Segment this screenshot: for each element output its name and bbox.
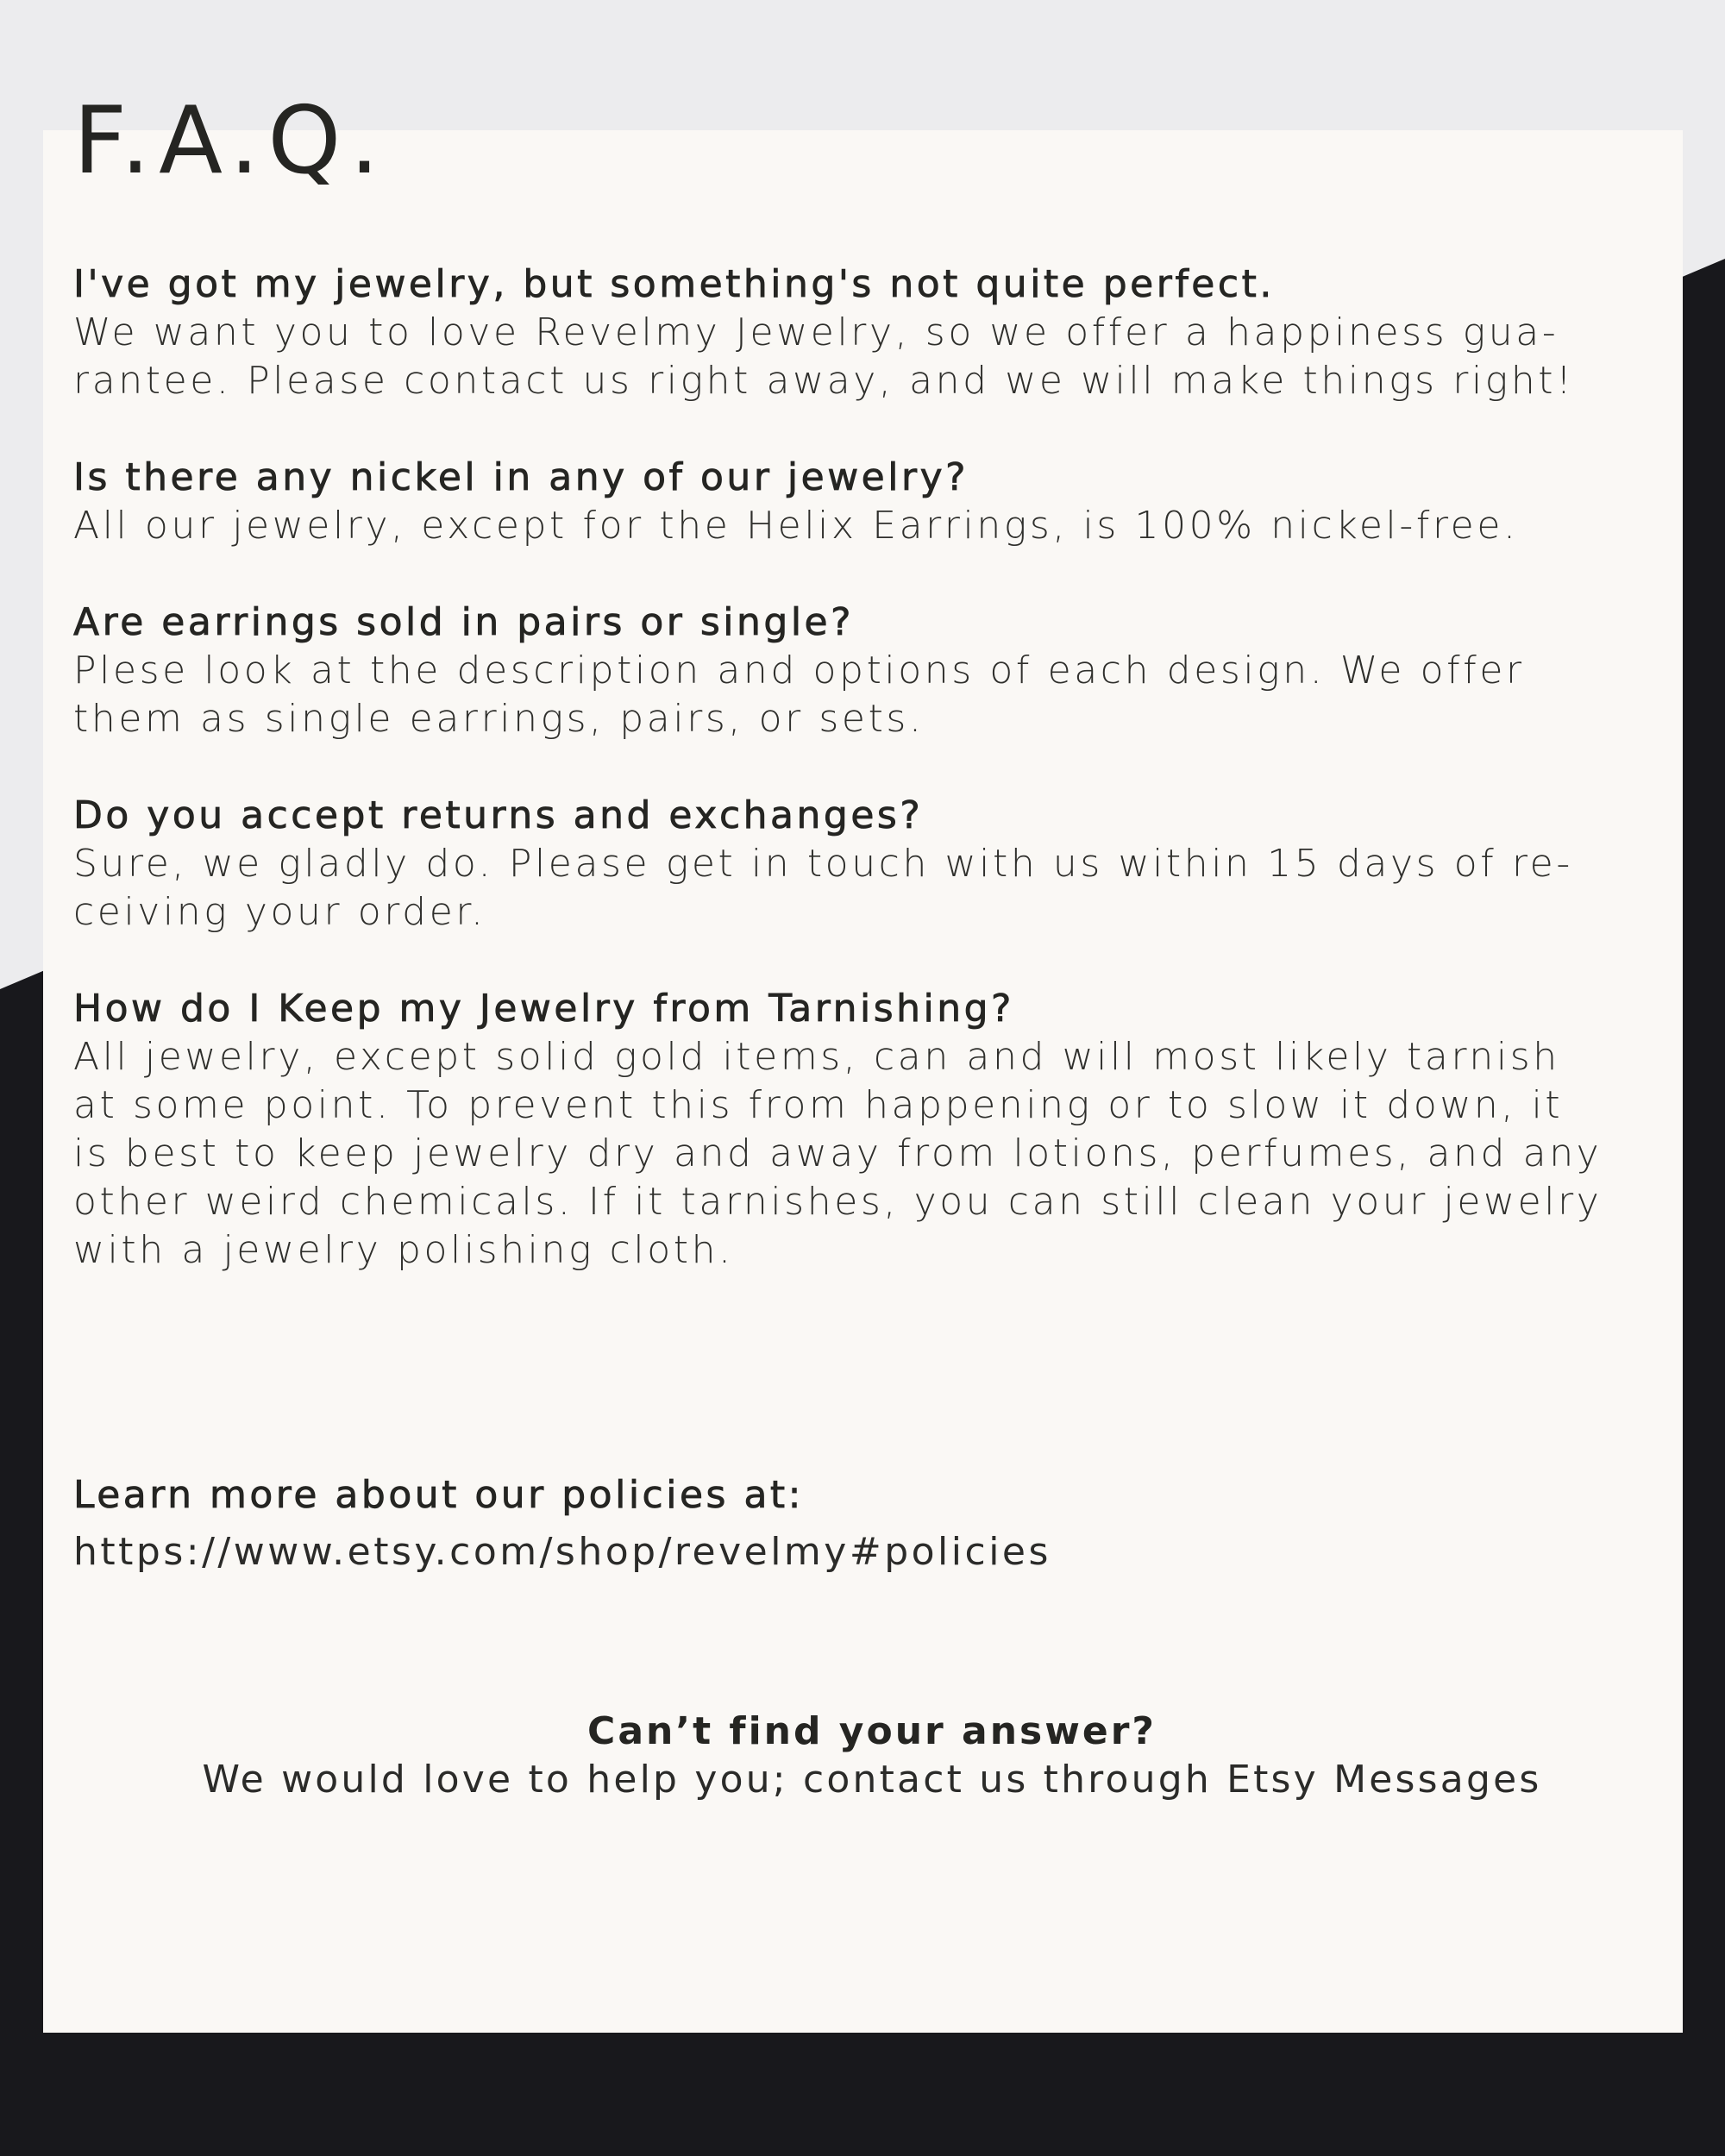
- faq-question: Are earrings sold in pairs or single?: [73, 600, 854, 644]
- faq-item: [73, 599, 1626, 743]
- faq-answer-line: with a jewelry polishing cloth.: [73, 1228, 734, 1272]
- faq-answer-line: ceiving your order.: [73, 890, 486, 934]
- policies-label: Learn more about our policies at:: [73, 1473, 804, 1517]
- faq-answer-line: other weird chemicals. If it tarnishes, you can still clean your jewelry: [73, 1180, 1603, 1224]
- faq-answer-line: rantee. Please contact us right away, and we will make things right!: [73, 359, 1575, 403]
- faq-question: I've got my jewelry, but something's not quite perfect.: [73, 262, 1275, 306]
- faq-answer-line: them as single earrings, pairs, or sets.: [73, 697, 925, 741]
- faq-item: [73, 260, 1626, 405]
- faq-list: [73, 259, 1626, 1323]
- faq-question: Is there any nickel in any of our jewelry?: [73, 455, 969, 499]
- faq-answer-line: All our jewelry, except for the Helix Earrings, is 100% nickel-free.: [73, 504, 1519, 548]
- faq-item: [73, 792, 1626, 937]
- faq-answer-line: is best to keep jewelry dry and away from lotions, perfumes, and any: [73, 1131, 1603, 1175]
- policies-section: [73, 1471, 1051, 1576]
- faq-answer-line: All jewelry, except solid gold items, can and will most likely tarnish: [73, 1035, 1560, 1079]
- help-text: We would love to help you; contact us through Etsy Messages: [202, 1758, 1542, 1802]
- faq-answer-line: We want you to love Revelmy Jewelry, so we offer a happiness gua-: [73, 310, 1559, 354]
- faq-question: Do you accept returns and exchanges?: [73, 793, 924, 837]
- faq-question: How do I Keep my Jewelry from Tarnishing?: [73, 987, 1014, 1031]
- help-title: Can’t find your answer?: [587, 1709, 1157, 1753]
- page-title: F.A.Q.: [73, 87, 388, 195]
- faq-item: [73, 985, 1626, 1275]
- faq-answer-line: Plese look at the description and options of each design. We offer: [73, 649, 1525, 693]
- faq-item: [73, 454, 1626, 550]
- help-section: [0, 1708, 1725, 1804]
- faq-answer-line: at some point. To prevent this from happening or to slow it down, it: [73, 1083, 1564, 1127]
- policies-link[interactable]: https://www.etsy.com/shop/revelmy#policies: [73, 1530, 1051, 1574]
- faq-answer-line: Sure, we gladly do. Please get in touch with us within 15 days of re-: [73, 842, 1573, 886]
